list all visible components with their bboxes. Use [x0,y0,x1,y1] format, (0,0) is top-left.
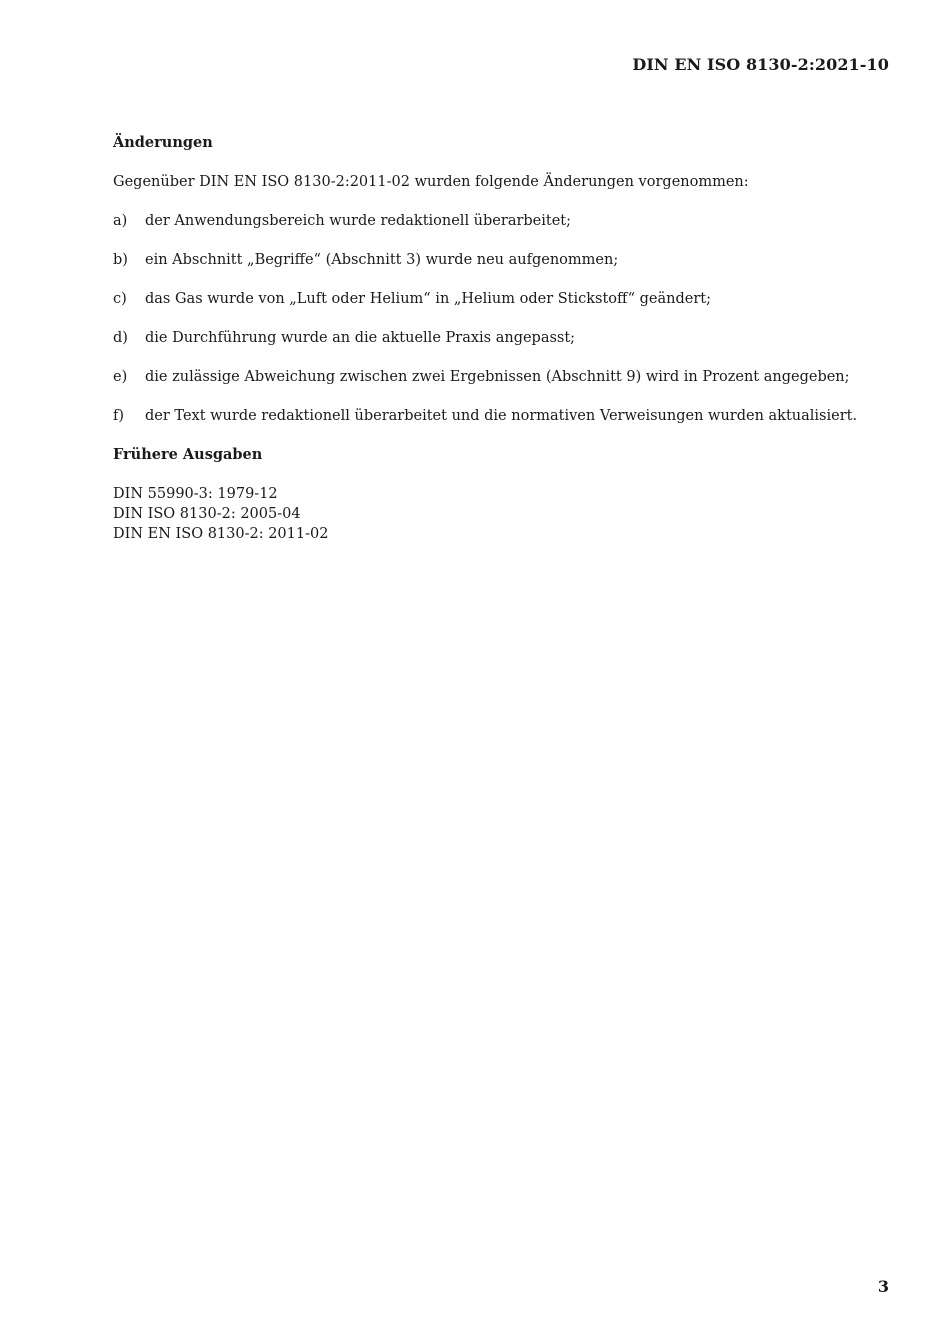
change-item-a [113,211,893,231]
document-id-header: DIN EN ISO 8130-2:2021-10 [632,55,889,74]
edition-item: DIN EN ISO 8130-2: 2011-02 [113,526,329,542]
change-marker: f) [113,408,125,424]
changes-list [113,211,893,426]
change-marker: b) [113,252,128,268]
change-marker: c) [113,291,127,307]
change-text: der Anwendungsbereich wurde redaktionell überarbeitet; [145,213,572,229]
change-item-e [113,367,893,387]
changes-heading: Änderungen [113,134,213,151]
change-marker: d) [113,330,128,346]
change-text: die Durchführung wurde an die aktuelle Praxis angepasst; [145,330,576,346]
change-item-b [113,250,893,270]
change-text: ein Abschnitt „Begriffe“ (Abschnitt 3) wurde neu aufgenommen; [145,252,619,268]
change-item-d [113,328,893,348]
edition-item: DIN 55990-3: 1979-12 [113,486,278,502]
change-text: der Text wurde redaktionell überarbeitet und die normativen Verweisungen wurden aktualisiert. [145,408,858,424]
page-number: 3 [877,1277,889,1296]
previous-editions-heading: Frühere Ausgaben [113,446,263,463]
page-content [113,133,893,544]
change-item-f [113,406,893,426]
change-item-c [113,289,893,309]
change-text: die zulässige Abweichung zwischen zwei Ergebnissen (Abschnitt 9) wird in Prozent angegeben; [145,369,850,385]
previous-editions-list [113,484,893,544]
change-marker: a) [113,213,128,229]
change-text: das Gas wurde von „Luft oder Helium“ in „Helium oder Stickstoff“ geändert; [145,291,711,307]
changes-intro: Gegenüber DIN EN ISO 8130-2:2011-02 wurden folgende Änderungen vorgenommen: [113,174,749,190]
edition-item: DIN ISO 8130-2: 2005-04 [113,506,301,522]
change-marker: e) [113,369,128,385]
